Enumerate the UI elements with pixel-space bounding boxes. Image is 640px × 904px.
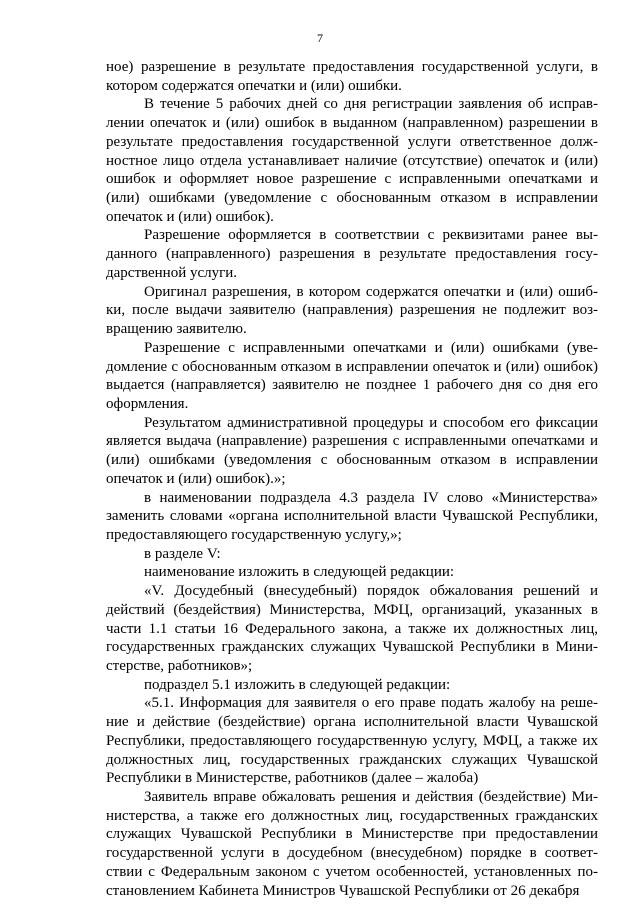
paragraph-appeal-right: Заявитель вправе обжаловать решения и действия (бездействие) Министерства, а также его должностных лиц, государственных гражданских служащих Чувашской Республики в Министерстве при предоставлении государственной услуги в досудебном (внесудебном) порядке в соответствии с Федеральным законом с учетом особенностей, установленных постановлением Кабинета Министров Чувашской Республики от 26 декабря <box>106 789 598 899</box>
paragraph-procedure-result: Результатом административной процедуры и способом его фиксации является выдача (направление) разрешения с исправленными опечатками и (или) ошибками (уведомления с обоснованным отказом в исправлении опечаток и (или) ошибок).»; <box>106 414 598 487</box>
paragraph-5-1-text: «5.1. Информация для заявителя о его праве подать жалобу на решение и действие (бездействие) органа исполнительной власти Чувашской Республики, предоставляющего государственную услугу, МФЦ, а также их должностных лиц, государственных гражданских служащих Чувашской Республики в Министерстве, работников (далее – жалоба) <box>106 695 598 787</box>
paragraph-section-v: в разделе V: <box>144 545 221 562</box>
paragraph-subsection-4-3: в наименовании подраздела 4.3 раздела IV слово «Министерства» заменить словами «органа исполнительной власти Чувашской Республики, предоставляющего государственную услугу,»; <box>106 489 598 543</box>
paragraph-section-v-title: «V. Досудебный (внесудебный) порядок обжалования решений и действий (бездействия) Министерства, МФЦ, организаций, указанных в части 1.1 статьи 16 Федерального закона, а также их должностных лиц, государственных гражданских служащих Чувашской Республики в Министерстве, работников»; <box>106 583 598 674</box>
page-number: 7 <box>317 31 323 45</box>
paragraph-original-permit: Оригинал разрешения, в котором содержатся опечатки и (или) ошибки, после выдачи заявителю (направления) разрешения не подлежит возвращению заявителю. <box>106 283 598 338</box>
paragraph-continuation: ное) разрешение в результате предоставления государственной услуги, в котором содержатся опечатки и (или) ошибки. <box>106 59 598 94</box>
paragraph-permit-formatting: Разрешение оформляется в соответствии с реквизитами ранее выданного (направленного) разрешения в результате предоставления государственной услуги. <box>106 227 598 281</box>
document-body <box>106 58 598 900</box>
paragraph-subsection-5-1: подраздел 5.1 изложить в следующей редакции: <box>144 676 451 693</box>
paragraph-title-new-edition: наименование изложить в следующей редакции: <box>144 564 455 581</box>
paragraph-correction-term: В течение 5 рабочих дней со дня регистрации заявления об исправлении опечаток и (или) ошибок в выданном (направленном) разрешении в результате предоставления государственной услуги ответственное должностное лицо отдела устанавливает наличие (отсутствие) опечаток и (или) ошибок и оформляет новое разрешение с исправленными опечатками и (или) ошибками (уведомление с обоснованным отказом в исправлении опечаток и (или) ошибок). <box>106 96 598 225</box>
paragraph-corrected-permit-issue: Разрешение с исправленными опечатками и (или) ошибками (уведомление с обоснованным отказом в исправлении опечаток и (или) ошибок) выдается (направляется) заявителю не позднее 1 рабочего дня со дня его оформления. <box>106 339 598 412</box>
